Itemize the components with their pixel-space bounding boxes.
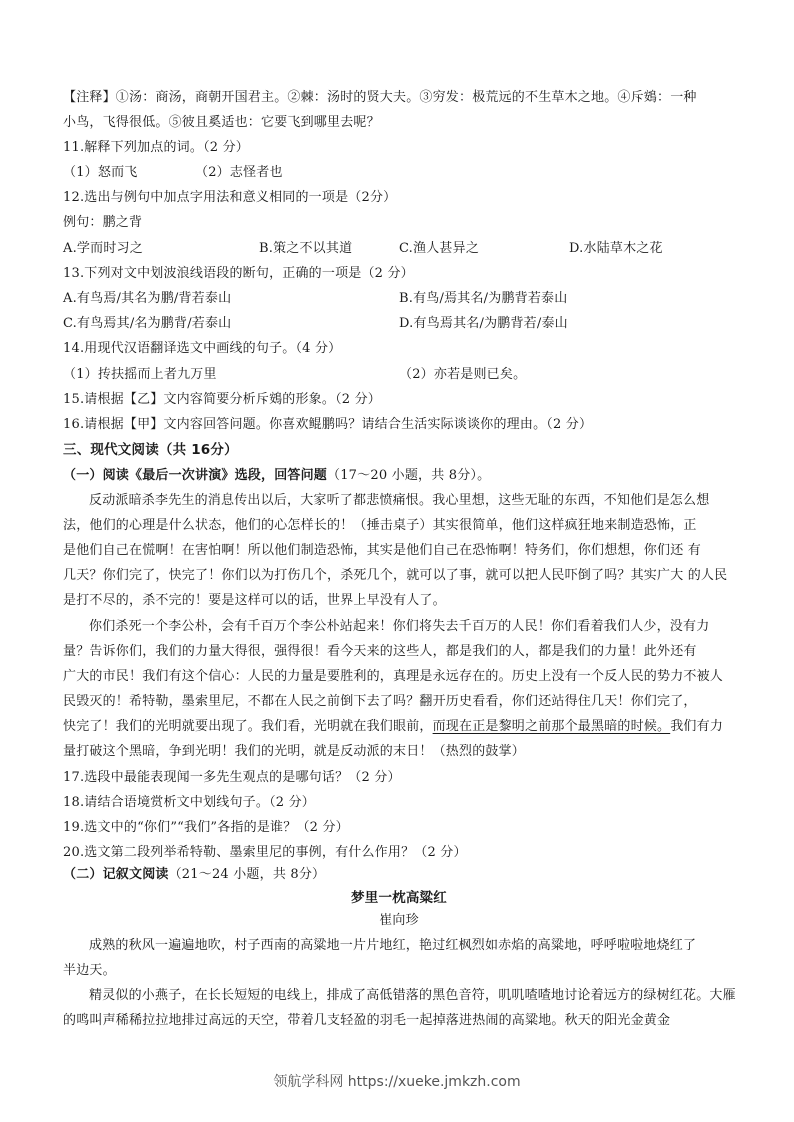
question-12-option-a: A.学而时习之 [63,241,143,256]
question-13-stem: 13.下列对文中划波浪线语段的断句，正确的一项是（2 分） [63,266,414,281]
passage-1-para-1-line-3: 是他们自己在慌啊！在害怕啊！所以他们制造恐怖，其实是他们自己在恐怖啊！特务们，你们想想，你们还 有 [63,543,701,558]
part-1-heading-bold: （一）阅读《最后一次讲演》选段，回答问题 [63,468,328,483]
part-2-heading-note: （21～24 小题，共 8分） [168,867,326,882]
question-13-option-d: D.有鸟焉其名/为鹏背若/泰山 [399,316,568,331]
passage-2-para-2-line-1: 精灵似的小燕子，在长长短短的电线上，排成了高低错落的黑色音符，叽叽喳喳地讨论着远方的绿树红花。大雁 [89,988,736,1003]
question-14-item-1: （1）抟扶摇而上者九万里 [63,367,217,382]
passage-1-para-2-line-1: 你们杀死一个李公朴，会有千百万个李公朴站起来！你们将失去千百万的人民！你们看着我们人少，没有力 [89,619,710,634]
part-2-heading [63,866,735,884]
question-12-option-d: D.水陆草木之花 [569,241,663,256]
passage-2-title: 梦里一枕高粱红 [351,890,447,906]
question-14-stem: 14.用现代汉语翻译选文中画线的句子。（4 分） [63,341,342,356]
question-17: 17.选段中最能表现闻一多先生观点的是哪句话？（2 分） [63,770,401,785]
passage-1-para-1-line-1: 反动派暗杀李先生的消息传出以后，大家听了都悲愤痛恨。我心里想，这些无耻的东西，不知他们是怎么想 [89,493,710,508]
question-12-option-c: C.渔人甚异之 [399,241,480,256]
question-11-item-2: （2）志怪者也 [195,165,283,180]
passage-1-para-1-line-4: 几天？你们完了，快完了！你们以为打伤几个，杀死几个，就可以了事，就可以把人民吓倒了吗？其实广大 的人民 [63,568,728,583]
line-5-text-before: 快完了！我们的光明就要出现了。我们看，光明就在我们眼前， [63,719,433,734]
question-12-option-b: B.策之不以其道 [259,241,353,256]
question-16-stem: 16.请根据【甲】文内容回答问题。你喜欢鲲鹏吗？请结合生活实际谈谈你的理由。（2 分） [63,417,593,432]
notes-line-2: 小鸟，飞得很低。⑤彼且奚适也：它要飞到哪里去呢？ [63,115,380,130]
underlined-sentence: 而现在正是黎明之前那个最黑暗的时候。 [432,719,671,734]
footer-watermark: 领航学科网 https://xueke.jmkzh.com [273,1074,521,1090]
question-19: 19.选文中的“你们”“我们”各指的是谁？（2 分） [63,820,349,835]
passage-2-para-2-line-2: 的鸣叫声稀稀拉拉地排过高远的天空，带着几支轻盈的羽毛一起掉落进热闹的高粱地。秋天的阳光金黄金 [63,1013,671,1028]
passage-1-para-2-line-2: 量？告诉你们，我们的力量大得很，强得很！看今天来的这些人，都是我们的人，都是我们的力量！此外还有 [63,644,697,659]
passage-1-para-1-line-5: 是打不尽的，杀不完的！要是这样可以的话，世界上早没有人了。 [63,593,446,608]
question-14-item-2: （2）亦若是则已矣。 [399,367,527,382]
passage-1-para-2-line-3: 广大的市民！我们有这个信心：人民的力量是要胜利的，真理是永远存在的。历史上没有一个反人民的势力不被人 [63,669,724,684]
passage-2-para-1-line-1: 成熟的秋风一遍遍地吹，村子西南的高粱地一片片地红，艳过红枫烈如赤焰的高粱地，呼呼啦啦地烧红了 [89,938,697,953]
question-18: 18.请结合语境赏析文中划线句子。（2 分） [63,795,315,810]
question-13-option-a: A.有鸟焉/其名为鹏/背若泰山 [63,291,232,306]
passage-2-author: 崔向珍 [379,913,419,928]
question-11-item-1: （1）怒而飞 [63,165,138,180]
question-13-option-c: C.有鸟焉其/名为鹏背/若泰山 [63,316,232,331]
passage-1-para-1-line-2: 法，他们的心理是什么状态，他们的心怎样长的！（捶击桌子）其实很简单，他们这样疯狂地来制造恐怖，正 [63,518,697,533]
question-11-stem: 11.解释下列加点的词。（2 分） [63,140,249,155]
question-20: 20.选文第二段列举希特勒、墨索里尼的事例，有什么作用？（2 分） [63,845,467,860]
question-12-stem: 12.选出与例句中加点字用法和意义相同的一项是（2分） [63,190,397,205]
line-5-text-after: 我们有力 [670,719,724,734]
part-1-heading-note: （17～20 小题，共 8分）。 [327,468,491,483]
passage-1-para-2-line-5 [63,718,735,736]
part-2-heading-bold: （二）记叙文阅读 [63,867,169,882]
question-13-option-b: B.有鸟/焉其名/为鹏背若泰山 [399,291,568,306]
question-12-example: 例句：鹏之背 [63,215,143,230]
notes-line-1: 【注释】①汤：商汤，商朝开国君主。②棘：汤时的贤大夫。③穷发：极荒远的不生草木之地。④斥鴳：一种 [63,90,697,105]
passage-1-para-2-line-4: 民毁灭的！希特勒，墨索里尼，不都在人民之前倒下去了吗？翻开历史看看，你们还站得住几天！你们完了， [63,694,697,709]
passage-2-para-1-line-2: 半边天。 [63,963,116,978]
question-15-stem: 15.请根据【乙】文内容简要分析斥鴳的形象。（2 分） [63,392,381,407]
part-1-heading [63,467,735,485]
passage-1-para-2-line-6: 量打破这个黑暗，争到光明！我们的光明，就是反动派的末日！（热烈的鼓掌） [63,744,526,759]
section-3-heading: 三、现代文阅读（共 16分） [63,442,238,458]
